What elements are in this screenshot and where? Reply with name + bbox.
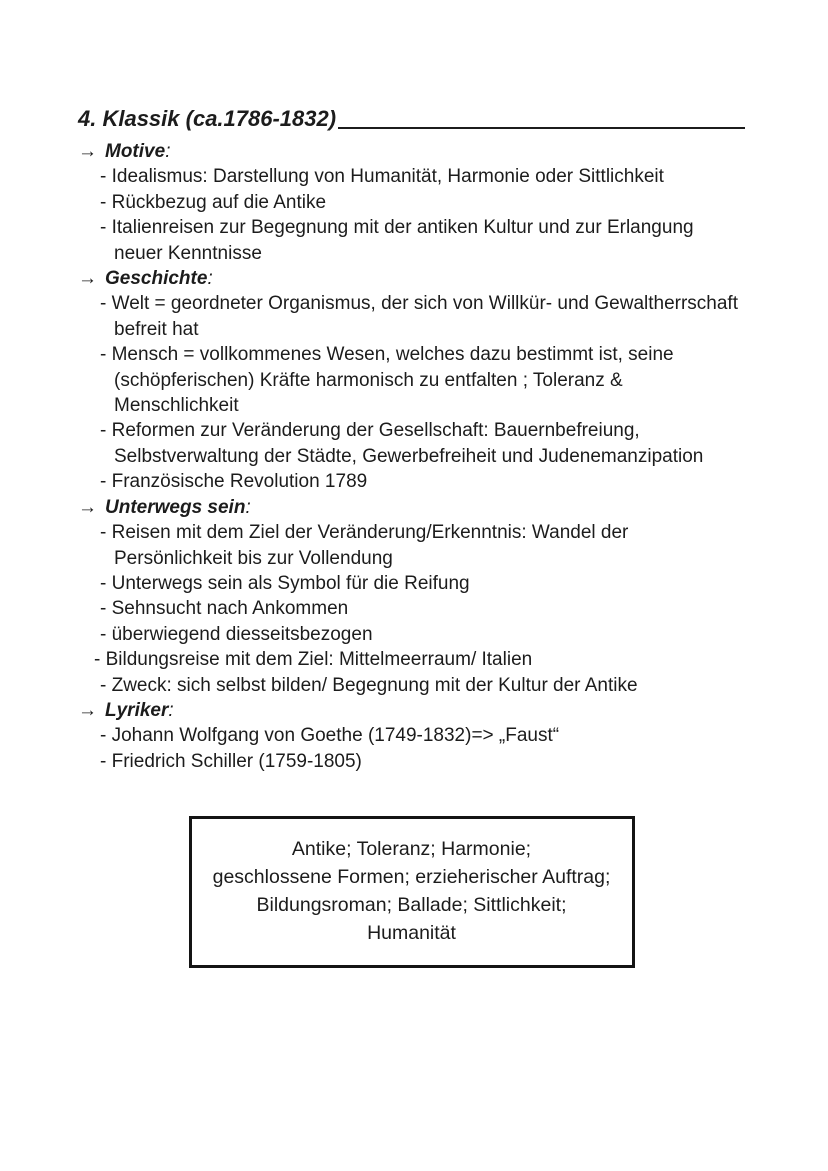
title-underline: [338, 127, 745, 129]
section-heading-label: Unterwegs sein:: [105, 496, 251, 518]
list-item: - Friedrich Schiller (1759-1805): [100, 750, 362, 772]
section-heading-motive: [78, 139, 745, 164]
section-heading-lyriker: [78, 698, 745, 723]
summary-box: [189, 816, 635, 968]
summary-box-line: geschlossene Formen; erzieherischer Auftrag;: [212, 866, 611, 889]
page-title-text: 4. Klassik (ca.1786-1832): [78, 106, 337, 131]
arrow-icon: →: [78, 699, 97, 721]
list-item: - Mensch = vollkommenes Wesen, welches dazu bestimmt ist, seine (schöpferischen) Kräfte harmonisch zu entfalten ; Toleranz & Menschlichkeit: [100, 344, 674, 417]
arrow-icon: →: [78, 268, 97, 290]
list-item: - Reisen mit dem Ziel der Veränderung/Erkenntnis: Wandel der Persönlichkeit bis zur Vollendung: [100, 522, 629, 569]
list-item: - Italienreisen zur Begegnung mit der antiken Kultur und zur Erlangung neuer Kenntnisse: [100, 217, 694, 264]
list-item: - Französische Revolution 1789: [100, 471, 368, 493]
list-item: - Zweck: sich selbst bilden/ Begegnung mit der Kultur der Antike: [100, 674, 638, 696]
list-item: - Welt = geordneter Organismus, der sich von Willkür- und Gewaltherrschaft befreit hat: [100, 293, 738, 340]
notes-content: [78, 139, 745, 774]
summary-box-line: Humanität: [367, 922, 456, 945]
list-item: - Reformen zur Veränderung der Gesellschaft: Bauernbefreiung, Selbstverwaltung der Städte, Gewerbefreiheit und Judenemanzipation: [100, 420, 704, 467]
page-title: [78, 106, 745, 132]
section-heading-label: Geschichte:: [105, 268, 213, 290]
list-item: - Sehnsucht nach Ankommen: [100, 598, 349, 620]
list-item: - überwiegend diesseitsbezogen: [100, 623, 373, 645]
list-item: - Idealismus: Darstellung von Humanität, Harmonie oder Sittlichkeit: [100, 166, 664, 188]
section-heading-unterwegs-sein: [78, 495, 745, 520]
list-item: - Johann Wolfgang von Goethe (1749-1832)=> „Faust“: [100, 725, 560, 747]
summary-box-line: Bildungsroman; Ballade; Sittlichkeit;: [256, 894, 567, 917]
list-item: - Rückbezug auf die Antike: [100, 191, 327, 213]
list-item: - Bildungsreise mit dem Ziel: Mittelmeerraum/ Italien: [94, 649, 533, 671]
summary-box-line: Antike; Toleranz; Harmonie;: [291, 838, 532, 861]
arrow-icon: →: [78, 496, 97, 518]
section-heading-label: Lyriker:: [105, 699, 174, 721]
list-item: - Unterwegs sein als Symbol für die Reifung: [100, 572, 470, 594]
arrow-icon: →: [78, 141, 97, 162]
section-heading-label: Motive:: [105, 141, 171, 162]
section-heading-geschichte: [78, 266, 745, 291]
